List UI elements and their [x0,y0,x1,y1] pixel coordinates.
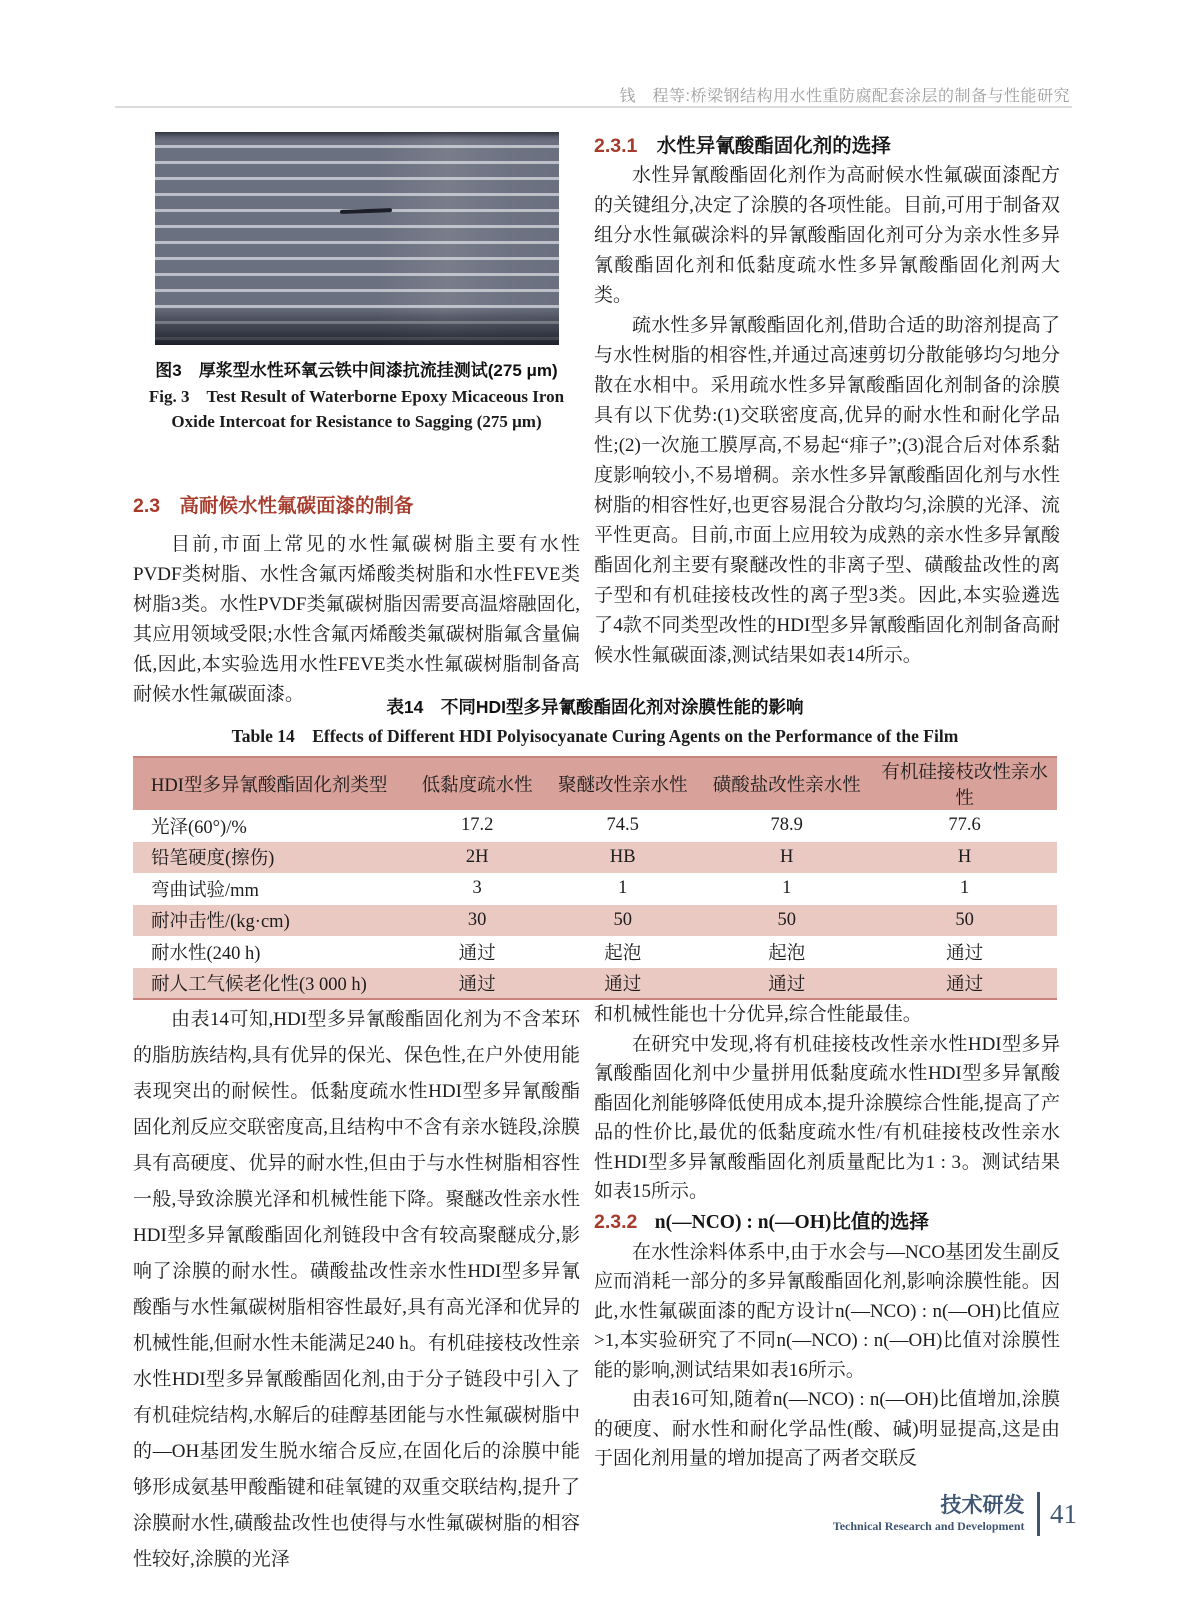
table-header-cell: 聚醚改性亲水性 [544,757,701,810]
section-2-3-number: 2.3 [133,495,161,517]
cell: 50 [955,909,974,930]
section-2-3-title: 高耐候水性氟碳面漆的制备 [179,495,414,517]
section-2-3-heading [133,491,580,521]
table-header-cell: 低黏度疏水性 [410,757,544,810]
right-column-lower [594,1000,1060,1474]
table-row [133,968,1057,1000]
cell: 30 [467,909,487,930]
cell: H [780,846,794,867]
section-2-3-1-number: 2.3.1 [594,135,638,157]
section-2-3-2-paragraph-2: 由表16可知,随着n(—NCO) : n(—OH)比值增加,涂膜的硬度、耐水性和耐化学品性(酸、碱)明显提高,这是由于固化剂用量的增加提高了两者交联反 [594,1389,1060,1469]
right-column-upper [594,131,1060,671]
table-row [133,936,1057,968]
table-row [133,842,1057,874]
row-label: 光泽(60°)/% [151,817,247,838]
page-number: 41 [1050,1498,1077,1529]
figure-3-caption-en [133,384,580,434]
cell: 77.6 [948,815,981,836]
cell: 起泡 [604,943,642,964]
table-row [133,905,1057,937]
cell: 2H [465,846,489,867]
section-2-3-1-title: 水性异氰酸酯固化剂的选择 [656,135,891,157]
left-column-upper [133,130,580,710]
cell: 1 [782,878,792,899]
figure-3-image [155,132,559,345]
table-14 [133,756,1057,1000]
section-2-3-2-heading [594,1207,1060,1238]
cell: 通过 [458,943,496,964]
running-title: 钱 程等:桥梁钢结构用水性重防腐配套涂层的制备与性能研究 [619,88,1070,105]
page-footer [833,1492,1077,1536]
section-2-3-paragraph: 目前,市面上常见的水性氟碳树脂主要有水性PVDF类树脂、水性含氟丙烯酸类树脂和水性FEVE类树脂3类。水性PVDF类氟碳树脂因需要高温熔融固化,其应用领域受限;水性含氟丙烯酸类氟碳树脂氟含量偏低,因此,本实验选用水性FEVE类水性氟碳树脂制备高耐候水性氟碳面漆。 [133,534,580,705]
cell: 1 [618,878,628,899]
cell: 50 [613,909,632,930]
table-header-cell: HDI型多异氰酸酯固化剂类型 [133,757,410,810]
cell: H [957,846,972,867]
section-2-3-2-paragraph-1: 在水性涂料体系中,由于水会与—NCO基团发生副反应而消耗一部分的多异氰酸酯固化剂,影响涂膜性能。因此,水性氟碳面漆的配方设计n(—NCO) : n(—OH)比值应>1,本实验研究了不同n(—NCO) : n(—OH)比值对涂膜性能的影响,测试结果如表16所示。 [594,1241,1060,1381]
footer-section-cn: 技术研发 [940,1494,1025,1517]
cell: 通过 [946,943,984,964]
footer-section-labels [833,1494,1025,1534]
cell: 起泡 [768,943,806,964]
left-column-lower [133,1002,580,1578]
discussion-left-paragraph: 由表14可知,HDI型多异氰酸酯固化剂为不含苯环的脂肪族结构,具有优异的保光、保色性,在户外使用能表现突出的耐候性。低黏度疏水性HDI型多异氰酸酯固化剂反应交联密度高,且结构中不含有亲水链段,涂膜具有高硬度、优异的耐水性,但由于与水性树脂相容性一般,导致涂膜光泽和机械性能下降。聚醚改性亲水性HDI型多异氰酸酯固化剂链段中含有较高聚醚成分,影响了涂膜的耐水性。磺酸盐改性亲水性HDI型多异氰酸酯与水性氟碳树脂相容性最好,具有高光泽和优异的机械性能,但耐水性未能满足240 h。有机硅接枝改性亲水性HDI型多异氰酸酯固化剂,由于分子链段中引入了有机硅烷结构,水解后的硅醇基团能与水性氟碳树脂中的—OH基团发生脱水缩合反应,在固化后的涂膜中能够形成氨基甲酸酯键和硅氧键的双重交联结构,提升了涂膜耐水性,磺酸盐改性也使得与水性氟碳树脂的相容性较好,涂膜的光泽 [133,1009,580,1570]
cell: 通过 [946,974,984,995]
table-row [133,873,1057,905]
header-divider [115,106,1072,108]
table-14-header [133,757,1057,810]
table-14-title-en: Table 14 Effects of Different HDI Polyisocyanate Curing Agents on the Performance of the Film [231,726,959,746]
discussion-right-paragraph: 在研究中发现,将有机硅接枝改性亲水性HDI型多异氰酸酯固化剂中少量拼用低黏度疏水性HDI型多异氰酸酯固化剂能够降低使用成本,提升涂膜综合性能,提高了产品的性价比,最优的低黏度疏水性/有机硅接枝改性亲水性HDI型多异氰酸酯固化剂质量配比为1 : 3。测试结果如表15所示。 [594,1033,1060,1202]
sagging-crack-mark [340,208,392,214]
section-2-3-1-heading [594,131,1060,161]
discussion-continuation: 和机械性能也十分优异,综合性能最佳。 [594,1004,922,1025]
row-label: 铅笔硬度(擦伤) [151,849,275,870]
figure-3 [155,132,559,345]
table-row [133,810,1057,842]
cell: 1 [959,878,970,899]
section-2-3-1-paragraph-2: 疏水性多异氰酸酯固化剂,借助合适的助溶剂提高了与水性树脂的相容性,并通过高速剪切分散能够均匀地分散在水相中。采用疏水性多异氰酸酯固化剂制备的涂膜具有以下优势:(1)交联密度高,优异的耐水性和耐化学品性;(2)一次施工膜厚高,不易起“痱子”;(3)混合后对体系黏度影响较小,不易增稠。亲水性多异氰酸酯固化剂与水性树脂的相容性好,也更容易混合分散均匀,涂膜的光泽、流平性更高。目前,市面上应用较为成熟的亲水性多异氰酸酯固化剂主要有聚醚改性的非离子型、磺酸盐改性的离子型和有机硅接枝改性的离子型3类。因此,本实验遴选了4款不同类型改性的HDI型多异氰酸酯固化剂制备高耐候水性氟碳面漆,测试结果如表14所示。 [594,315,1060,666]
figure-3-caption-en-line2: Oxide Intercoat for Resistance to Sagging (275 μm) [171,412,542,431]
cell: 74.5 [606,815,639,836]
table-header-row [133,757,1057,810]
cell: HB [609,846,636,867]
footer-section-en: Technical Research and Development [832,1519,1025,1533]
row-label: 耐人工气候老化性(3 000 h) [151,974,367,995]
cell: 通过 [768,974,806,995]
cell: 通过 [604,974,642,995]
cell: 3 [472,878,482,899]
cell: 78.9 [770,815,803,836]
section-2-3-2-number: 2.3.2 [594,1210,638,1233]
cell: 50 [777,909,796,930]
figure-3-caption-cn: 图3 厚浆型水性环氧云铁中间漆抗流挂测试(275 μm) [155,361,558,380]
table-14-title-cn: 表14 不同HDI型多异氰酸酯固化剂对涂膜性能的影响 [386,697,804,717]
table-header-cell: 有机硅接枝改性亲水性 [872,757,1057,810]
table-header-cell: 磺酸盐改性亲水性 [701,757,872,810]
section-2-3-1-paragraph-1: 水性异氰酸酯固化剂作为高耐候水性氟碳面漆配方的关键组分,决定了涂膜的各项性能。目前,可用于制备双组分水性氟碳涂料的异氰酸酯固化剂可分为亲水性多异氰酸酯固化剂和低黏度疏水性多异氰酸酯固化剂两大类。 [594,165,1060,306]
section-2-3-2-title: n(—NCO) : n(—OH)比值的选择 [654,1211,929,1233]
table-14-block [133,694,1057,1000]
table-14-body [133,810,1057,999]
cell: 通过 [458,974,496,995]
cell: 17.2 [460,815,494,836]
row-label: 耐水性(240 h) [151,943,261,964]
footer-divider-bar [1037,1492,1041,1536]
figure-3-caption-en-line1: Fig. 3 Test Result of Waterborne Epoxy Micaceous Iron [148,387,565,406]
row-label: 耐冲击性/(kg·cm) [151,912,290,933]
row-label: 弯曲试验/mm [151,880,259,901]
